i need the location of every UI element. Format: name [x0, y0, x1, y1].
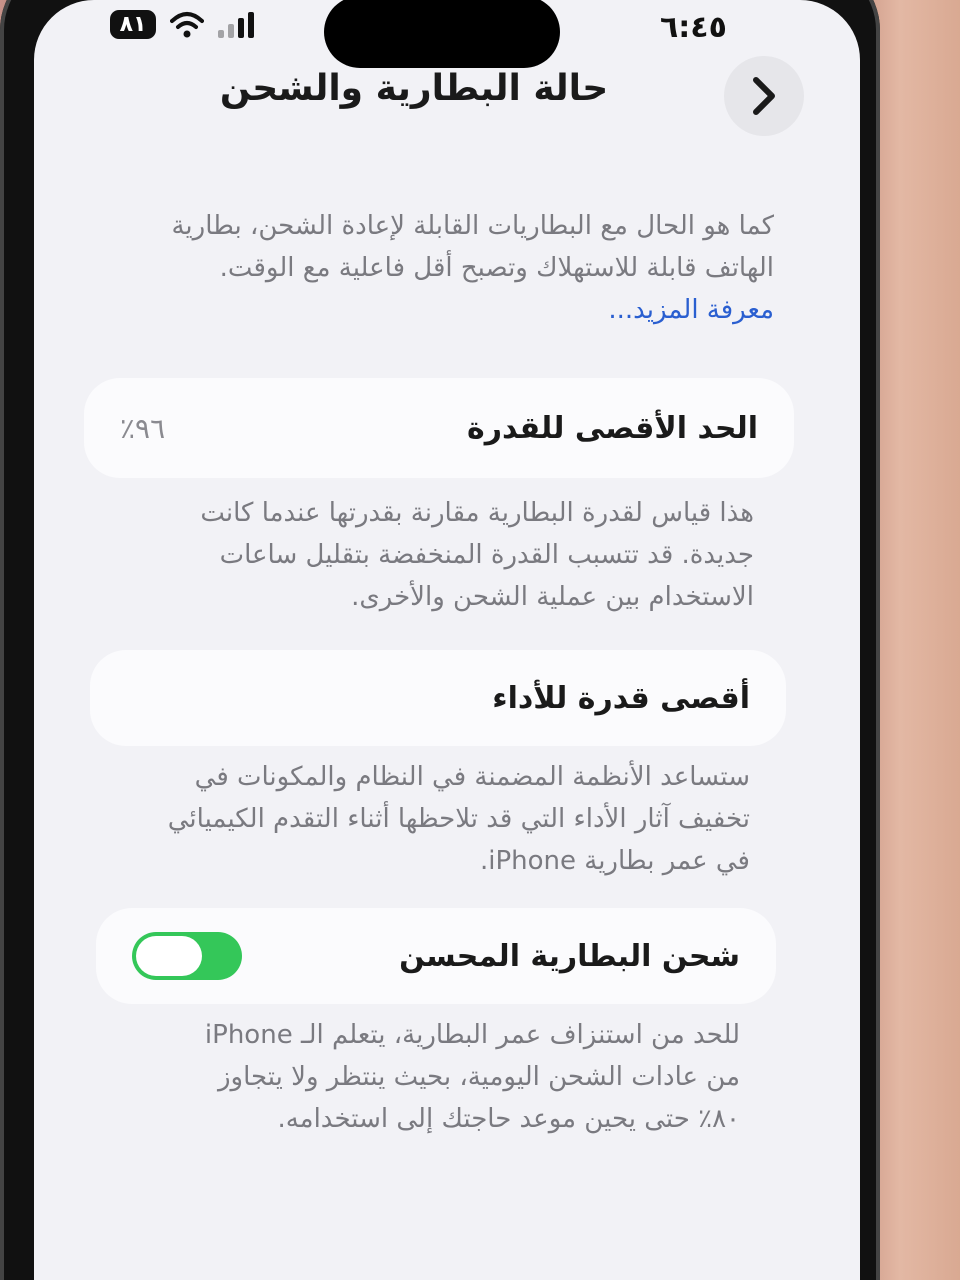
chevron-back-icon: [750, 76, 778, 116]
peak-performance-description: ستساعد الأنظمة المضمنة في النظام والمكونات في تخفيف آثار الأداء التي قد تلاحظها أثناء التقدم الكيميائي في عمر بطارية iPhone.: [167, 762, 750, 876]
status-time: ٦:٤٥: [660, 10, 727, 45]
optimized-charging-row: [96, 908, 776, 1004]
max-capacity-label: الحد الأقصى للقدرة: [467, 410, 758, 446]
cellular-signal-icon: [218, 12, 254, 38]
max-capacity-description: هذا قياس لقدرة البطارية مقارنة بقدرتها عندما كانت جديدة. قد تتسبب القدرة المنخفضة بتقليل ساعات الاستخدام بين عملية الشحن والأخرى.: [200, 498, 754, 612]
learn-more-link[interactable]: معرفة المزيد...: [608, 295, 774, 325]
optimized-charging-toggle[interactable]: [132, 932, 242, 980]
page-title: حالة البطارية والشحن: [219, 68, 609, 109]
dynamic-island: [324, 0, 560, 68]
peak-performance-row: [90, 650, 786, 746]
max-capacity-row: [84, 378, 794, 478]
optimized-charging-description: للحد من استنزاف عمر البطارية، يتعلم الـ iPhone من عادات الشحن اليومية، بحيث ينتظر ولا يتجاوز ٨٠٪ حتى يحين موعد حاجتك إلى استخدامه.: [204, 1020, 740, 1134]
battery-icon: ٨١: [110, 10, 156, 39]
intro-text: كما هو الحال مع البطاريات القابلة لإعادة الشحن، بطارية الهاتف قابلة للاستهلاك وتصبح أقل فاعلية مع الوقت.: [171, 211, 774, 283]
max-capacity-value: ٩٦٪: [120, 411, 166, 445]
peak-performance-label: أقصى قدرة للأداء: [492, 680, 750, 716]
status-indicators: [110, 10, 254, 39]
back-button[interactable]: [724, 56, 804, 136]
wifi-icon: [170, 11, 204, 39]
screen: [34, 0, 860, 1280]
optimized-charging-label: شحن البطارية المحسن: [399, 938, 740, 974]
intro-text-block: [134, 205, 774, 331]
toggle-knob: [136, 936, 202, 976]
